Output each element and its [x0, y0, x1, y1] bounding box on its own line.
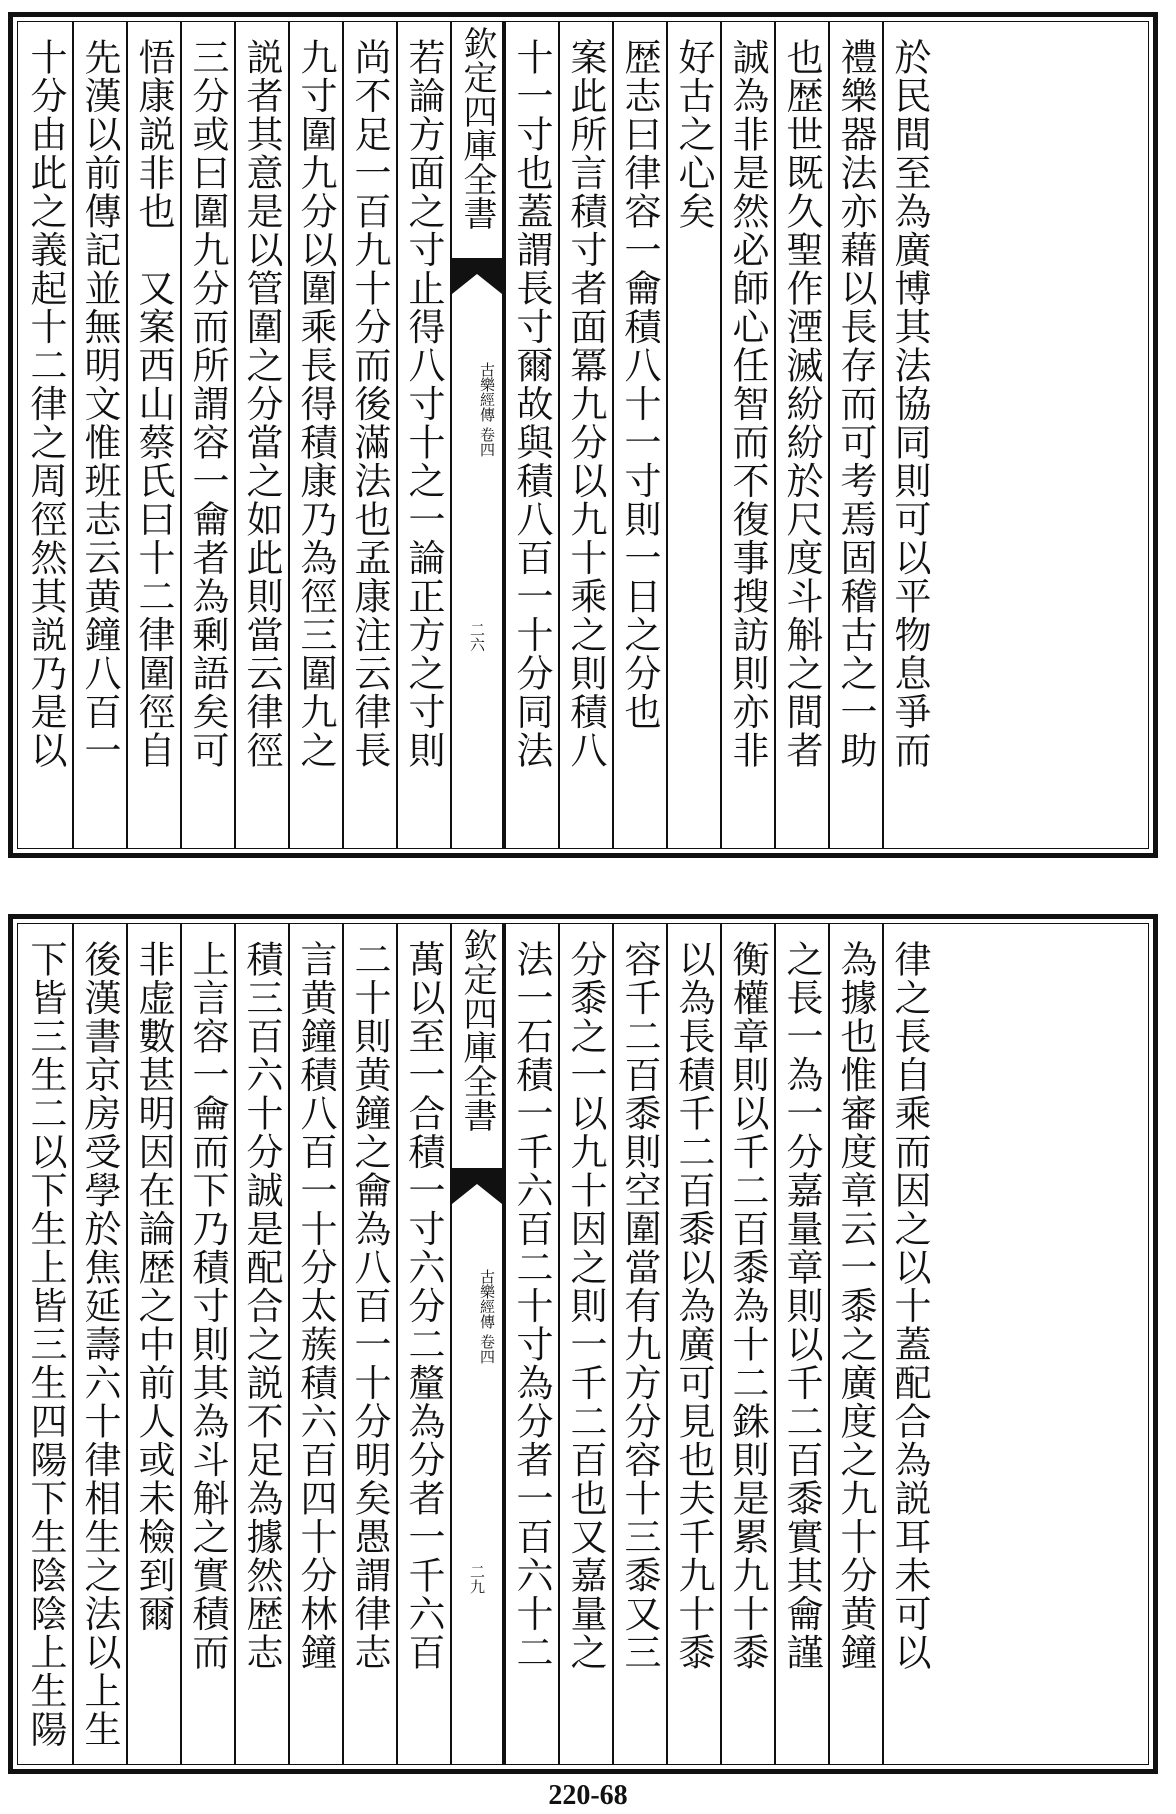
text-column: [72, 22, 126, 848]
fishtail-mark-icon: [452, 258, 502, 294]
volume-label: 古樂經傳 卷四: [478, 362, 496, 457]
column-text: 以為長積千二百黍以為廣可見也夫千九十黍: [672, 940, 715, 1672]
text-column: [666, 924, 720, 1764]
column-text: 法一石積一千六百二十寸為分者一百六十二: [510, 940, 553, 1672]
text-column: [558, 22, 612, 848]
column-text: 若論方面之寸止得八寸十之一論正方之寸則: [402, 38, 445, 770]
column-text: 案此所言積寸者面冪九分以九十乘之則積八: [564, 38, 607, 770]
text-column: [18, 22, 72, 848]
column-text: 禮樂器法亦藉以長存而可考焉固稽古之一助: [834, 38, 877, 770]
column-text: 容千二百黍則空圍當有九方分容十三黍又三: [618, 940, 661, 1672]
column-text: 上言容一龠而下乃積寸則其為斗斛之實積而: [186, 940, 229, 1672]
text-column: [342, 924, 396, 1764]
column-text: 為據也惟審度章云一黍之廣度之九十分黄鐘: [834, 940, 877, 1672]
text-column: [126, 924, 180, 1764]
text-column: [612, 924, 666, 1764]
text-column: [180, 22, 234, 848]
bottom-page-text-frame: [17, 923, 1149, 1765]
bottom-page: [8, 914, 1158, 1774]
volume-label: 古樂經傳 卷四: [478, 1269, 496, 1364]
column-text: 下皆三生二以下生上皆三生四陽下生陰陰上生陽: [24, 940, 67, 1749]
column-text: 衡權章則以千二百黍為十二銖則是累九十黍: [726, 940, 769, 1672]
book-title: 欽定四庫全書: [457, 26, 497, 230]
column-text: 先漢以前傳記並無明文惟班志云黄鐘八百一: [78, 38, 121, 770]
text-column: [180, 924, 234, 1764]
text-column: [288, 22, 342, 848]
column-text: 九寸圍九分以圍乘長得積康乃為徑三圍九之: [294, 38, 337, 770]
column-text: 積三百六十分誠是配合之説不足為據然歴志: [240, 940, 283, 1672]
column-text: 説者其意是以管圍之分當之如此則當云律徑: [240, 38, 283, 770]
text-column: [504, 924, 558, 1764]
top-page: [8, 12, 1158, 858]
column-text: 非虚數甚明因在論歴之中前人或未檢到爾: [132, 940, 175, 1633]
column-text: 三分或曰圍九分而所謂容一龠者為剰語矣可: [186, 38, 229, 770]
text-column: [720, 22, 774, 848]
column-text: 誠為非是然必師心任智而不復事搜訪則亦非: [726, 38, 769, 770]
column-text: 後漢書京房受學於焦延壽六十律相生之法以上生: [78, 940, 121, 1749]
column-text: 十一寸也蓋謂長寸爾故與積八百一十分同法: [510, 38, 553, 770]
column-text: 於民間至為廣博其法協同則可以平物息爭而: [888, 38, 931, 770]
text-column: [18, 924, 72, 1764]
column-text: 之長一為一分嘉量章則以千二百黍實其龠謹: [780, 940, 823, 1672]
text-column: [234, 924, 288, 1764]
column-text: 律之長自乘而因之以十蓋配合為説耳未可以: [888, 940, 931, 1672]
center-spine: [450, 924, 504, 1764]
text-column: [126, 22, 180, 848]
column-text: 尚不足一百九十分而後滿法也孟康注云律長: [348, 38, 391, 770]
text-column: [882, 22, 936, 848]
top-page-text-frame: [17, 21, 1149, 849]
folio-number: 二九: [468, 1564, 486, 1594]
column-text: 分黍之一以九十因之則一千二百也又嘉量之: [564, 940, 607, 1672]
text-column: [612, 22, 666, 848]
column-text: 言黄鐘積八百一十分太蔟積六百四十分林鐘: [294, 940, 337, 1672]
text-column: [828, 924, 882, 1764]
column-text: 歴志曰律容一龠積八十一寸則一日之分也: [618, 38, 661, 731]
column-text: 二十則黄鐘之龠為八百一十分明矣愚謂律志: [348, 940, 391, 1672]
center-spine: [450, 22, 504, 848]
text-column: [288, 924, 342, 1764]
text-column: [666, 22, 720, 848]
text-column: [396, 22, 450, 848]
text-column: [72, 924, 126, 1764]
column-text: 十分由此之義起十二律之周徑然其説乃是以: [24, 38, 67, 770]
folio-number: 二六: [468, 622, 486, 652]
text-column: [342, 22, 396, 848]
page-number-footer: 220-68: [548, 1780, 628, 1811]
column-text: 好古之心矣: [672, 38, 715, 231]
text-column: [558, 924, 612, 1764]
text-column: [234, 22, 288, 848]
column-text: 也歴世既久聖作湮滅紛紛於尺度斗斛之間者: [780, 38, 823, 770]
column-text: 悟康説非也 又案西山蔡氏曰十二律圍徑自: [132, 38, 175, 770]
fishtail-mark-icon: [452, 1168, 502, 1204]
text-column: [828, 22, 882, 848]
text-column: [774, 924, 828, 1764]
column-text: 萬以至一合積一寸六分二釐為分者一千六百: [402, 940, 445, 1672]
text-column: [882, 924, 936, 1764]
text-column: [504, 22, 558, 848]
text-column: [396, 924, 450, 1764]
book-title: 欽定四庫全書: [457, 928, 497, 1132]
text-column: [774, 22, 828, 848]
text-column: [720, 924, 774, 1764]
